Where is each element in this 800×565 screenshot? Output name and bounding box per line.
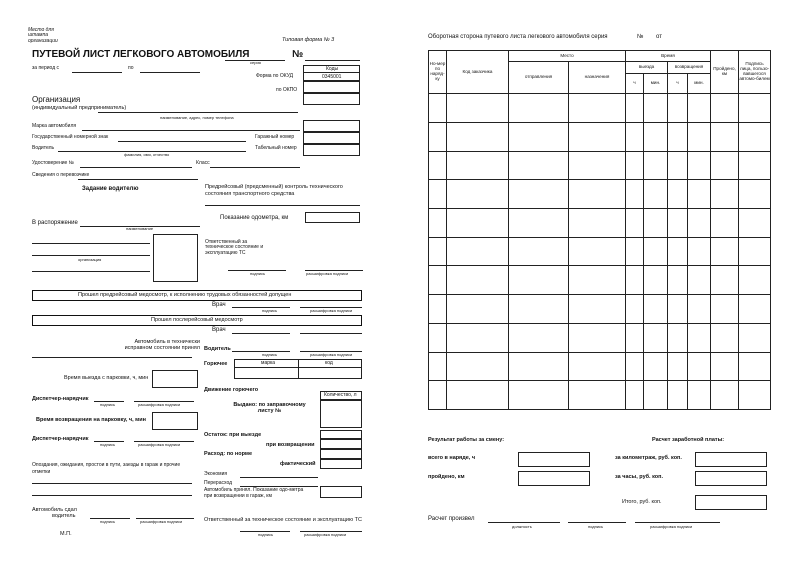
table-row [429,180,771,209]
table-cell[interactable] [739,151,771,180]
fuel-label: Горючее [204,361,228,367]
postmed-label: Прошел послерейсовый медосмотр [151,317,243,323]
table-cell[interactable] [447,323,509,352]
table-cell[interactable] [688,381,711,410]
table-cell[interactable] [711,122,739,151]
table-cell[interactable] [429,352,447,381]
responsible-bottom-label: Ответственный за техническое состояние и эксплуатацию ТС [204,517,362,523]
economy-label: Экономия [204,471,228,477]
table-cell[interactable] [739,94,771,123]
garage-number-box[interactable] [303,132,360,144]
trips-table [428,50,771,410]
photo-box [153,234,198,282]
dispatcher-label-2: Диспетчер-нарядчик [32,436,89,442]
table-row [429,94,771,123]
table-cell[interactable] [569,208,626,237]
table-cell[interactable] [668,295,688,324]
col-exit-header: выезда [626,62,668,73]
exit-time-box[interactable] [152,370,198,388]
table-cell[interactable] [569,122,626,151]
table-cell[interactable] [569,94,626,123]
table-cell[interactable] [644,94,668,123]
delays-line-2[interactable] [32,495,192,496]
issued-box[interactable] [320,400,362,428]
consumption-label: Расход: по норме [204,451,253,457]
table-cell[interactable] [509,352,569,381]
table-cell[interactable] [626,94,644,123]
table-cell[interactable] [711,151,739,180]
table-cell[interactable] [569,180,626,209]
position-line[interactable] [488,522,560,523]
table-cell[interactable] [688,266,711,295]
total-hours-box[interactable] [518,452,590,467]
table-cell[interactable] [626,323,644,352]
driver-accept-sign-hint: подпись [262,352,278,357]
table-cell[interactable] [739,208,771,237]
tab-number-label: Табельный номер [255,145,297,151]
table-cell[interactable] [569,266,626,295]
col-km-header: Пройдено, км [711,51,739,94]
table-row [429,122,771,151]
table-cell[interactable] [739,180,771,209]
fuel-brand-label: марка [261,360,276,366]
premed-label: Прошел предрейсовый медосмотр, к исполнению трудовых обязанностей допущен [78,292,292,298]
col-exit-min: мин. [644,73,668,94]
table-cell[interactable] [688,295,711,324]
org-label: Организация [32,95,81,104]
table-cell[interactable] [644,180,668,209]
table-cell[interactable] [688,151,711,180]
left-sep-line [32,357,192,358]
table-cell[interactable] [688,208,711,237]
dispatcher-decode-hint-1: расшифровка подписи [138,402,181,407]
table-cell[interactable] [429,323,447,352]
table-cell[interactable] [509,122,569,151]
number-label: № [292,49,304,60]
table-cell[interactable] [509,323,569,352]
table-cell[interactable] [509,237,569,266]
calc-decode-line[interactable] [635,522,720,523]
series-line[interactable] [225,60,285,61]
table-cell[interactable] [626,266,644,295]
responsible-decode-hint: расшифровка подписи [306,271,349,276]
table-cell[interactable] [429,208,447,237]
disposal-line-2[interactable] [32,243,150,244]
table-cell[interactable] [688,237,711,266]
table-cell[interactable] [688,352,711,381]
return-time-box[interactable] [152,412,198,430]
org-line-2[interactable] [32,255,150,256]
table-cell[interactable] [668,208,688,237]
table-cell[interactable] [447,208,509,237]
table-cell[interactable] [644,381,668,410]
mp-label: М.П. [60,531,72,537]
period-from-line[interactable] [72,72,122,73]
doctor-sign-line-2[interactable] [232,333,290,334]
table-cell[interactable] [509,94,569,123]
car-brand-line[interactable] [82,130,300,131]
table-cell[interactable] [569,151,626,180]
series-label: серия [250,60,261,65]
pay-title: Расчет заработной платы: [652,437,725,443]
car-handed-sign-hint: подпись [100,519,116,524]
km-driven-label: пройдено, км [428,474,465,480]
table-cell[interactable] [447,94,509,123]
table-cell[interactable] [569,352,626,381]
org-hint: наименование, адрес, номер телефона [160,115,234,120]
overrun-label: Перерасход [204,480,233,486]
calc-made-label: Расчет произвел [428,516,475,522]
dispatcher-decode-hint-2: расшифровка подписи [138,442,181,447]
tab-number-box[interactable] [303,144,360,156]
fuel-code-label: код [325,360,333,366]
car-handed-label-2: водитель [52,513,76,519]
okud-label: Форма по ОКУД [256,73,294,79]
table-cell[interactable] [447,122,509,151]
table-cell[interactable] [739,352,771,381]
table-cell[interactable] [509,266,569,295]
responsible-bottom-decode-hint: расшифровка подписи [304,532,347,537]
result-title: Результат работы за смену: [428,437,505,443]
table-cell[interactable] [739,122,771,151]
organization-hint: организация [78,257,102,262]
actual-label: фактический [280,461,316,467]
table-cell[interactable] [626,352,644,381]
table-cell[interactable] [447,266,509,295]
odometer-label: Показание одометра, км [220,215,289,221]
col-customer-header: Код заказчика [447,51,509,94]
license-class-label: Класс [196,160,210,166]
postmed-box [32,315,362,326]
responsible-sign-hint: подпись [250,271,266,276]
remaining-return-box[interactable] [320,439,362,449]
task-title: Задание водителю [82,186,139,192]
table-cell[interactable] [711,208,739,237]
table-row [429,352,771,381]
table-cell[interactable] [626,295,644,324]
table-cell[interactable] [509,208,569,237]
table-cell[interactable] [569,323,626,352]
col-time-header: Время [626,51,711,62]
table-cell[interactable] [644,122,668,151]
period-from-label: за период с [32,65,60,71]
garage-number-label: Гаражный номер [255,134,295,140]
per-hours-box[interactable] [695,471,767,486]
driver-hint: фамилия, имя, отчество [124,152,170,157]
table-cell[interactable] [626,180,644,209]
table-cell[interactable] [739,295,771,324]
economy-line[interactable] [240,477,318,478]
table-row [429,151,771,180]
car-handed-label-1: Автомобиль сдал [32,507,77,513]
total-pay-box[interactable] [695,495,767,510]
table-cell[interactable] [447,237,509,266]
table-row [429,266,771,295]
table-row [429,208,771,237]
odometer-box[interactable] [305,212,360,223]
dispatcher-label-1: Диспетчер-нарядчик [32,396,89,402]
position-hint: должность [512,524,532,529]
fuel-box[interactable] [234,359,362,379]
table-cell[interactable] [447,381,509,410]
reg-number-label: Государственный номерной знак [32,134,109,140]
doctor-label-1: Врач [212,302,226,308]
doctor-sign-line-1[interactable] [232,307,290,308]
table-cell[interactable] [429,381,447,410]
premed-box [32,290,362,301]
form-title: ПУТЕВОЙ ЛИСТ ЛЕГКОВОГО АВТОМОБИЛЯ [32,49,250,60]
table-cell[interactable] [668,352,688,381]
table-cell[interactable] [711,180,739,209]
table-cell[interactable] [429,295,447,324]
back-title: Оборотная сторона путевого листа легкового автомобиля серия [428,34,608,40]
car-brand-box[interactable] [303,120,360,132]
actual-box[interactable] [320,459,362,469]
license-label: Удостоверение № [32,160,75,166]
table-cell[interactable] [429,266,447,295]
table-cell[interactable] [429,122,447,151]
doctor-label-2: Врач [212,327,226,333]
table-cell[interactable] [711,352,739,381]
codes-header: Коды [326,66,339,72]
exit-time-label: Время выезда с парковки, ч, мин [64,375,149,381]
table-cell[interactable] [668,323,688,352]
driver-accept-decode-hint: расшифровка подписи [310,352,353,357]
table-cell[interactable] [739,323,771,352]
table-cell[interactable] [711,266,739,295]
dispatcher-sign-hint-1: подпись [100,402,116,407]
carrier-info-label: Сведения о перевозчике [32,172,90,178]
form-number: Типовая форма № 3 [282,37,335,43]
table-cell[interactable] [429,180,447,209]
table-cell[interactable] [626,208,644,237]
table-cell[interactable] [626,151,644,180]
license-line[interactable] [80,167,192,168]
okud-box [303,72,360,81]
car-returned-box[interactable] [320,486,362,498]
driver-accept-sign-line[interactable] [232,351,290,352]
car-returned-label: Автомобиль принял. Показание одо-метра при возвращении в гараж, км [204,487,304,499]
table-cell[interactable] [668,381,688,410]
table-cell[interactable] [688,323,711,352]
table-cell[interactable] [509,180,569,209]
table-cell[interactable] [569,381,626,410]
table-cell[interactable] [688,180,711,209]
responsible-tech-label: Ответственный за техническое состояние и эксплуатацию ТС [205,239,264,256]
pretrip-control-line[interactable] [205,205,360,206]
table-cell[interactable] [668,122,688,151]
number-line[interactable] [305,60,360,61]
period-to-line[interactable] [140,72,200,73]
responsible-bottom-sign-hint: подпись [258,532,274,537]
table-cell[interactable] [644,151,668,180]
doctor-decode-line-2[interactable] [300,333,362,334]
pretrip-control-label: Предрейсовый (предсменный) контроль технического состояния транспортного средства [205,184,343,197]
calc-sign-hint: подпись [588,524,604,529]
table-cell[interactable] [711,295,739,324]
remaining-exit-box[interactable] [320,430,362,439]
table-cell[interactable] [429,94,447,123]
col-departure-header: отправления [509,62,569,94]
table-cell[interactable] [739,381,771,410]
table-cell[interactable] [711,237,739,266]
table-row [429,323,771,352]
table-cell[interactable] [688,122,711,151]
table-cell[interactable] [626,237,644,266]
disposal-label: В распоряжение [32,220,78,226]
org-line-3[interactable] [32,271,150,272]
fuel-movement-label: Движение горючего [204,387,259,393]
col-number-header: Но-мер по наряд-ку [429,51,447,94]
table-cell[interactable] [739,266,771,295]
remaining-exit-label: Остаток: при выезде [204,432,262,438]
col-sign-header: Подпись лица, пользо-вавшегося автомо-билем [739,51,771,94]
table-cell[interactable] [447,151,509,180]
table-cell[interactable] [429,151,447,180]
table-cell[interactable] [626,381,644,410]
car-handed-decode-hint: расшифровка подписи [140,519,183,524]
consumption-box[interactable] [320,449,362,459]
table-cell[interactable] [447,352,509,381]
table-cell[interactable] [644,352,668,381]
table-cell[interactable] [644,208,668,237]
calc-sign-line[interactable] [568,522,626,523]
disposal-hint: наименование [126,226,154,231]
table-cell[interactable] [644,237,668,266]
okud-extra-box[interactable] [303,81,360,93]
per-km-label: за километраж, руб. коп. [615,455,682,461]
calc-decode-hint: расшифровка подписи [650,524,693,529]
table-cell[interactable] [447,180,509,209]
table-cell[interactable] [739,237,771,266]
carrier-info-line[interactable] [78,179,198,180]
col-return-min: мин. [688,73,711,94]
org-sub-label: (индивидуальный предприниматель) [32,105,127,111]
quantity-header: Количество, л [324,392,357,398]
delays-label: Опоздания, ожидания, простои в пути, заезды в гараж и прочие отметки [32,462,181,475]
per-hours-label: за часы, руб. коп. [615,474,664,480]
stamp-place: Место для штампа организации [28,27,58,44]
total-hours-label: всего в наряде, ч [428,455,476,461]
period-to-label: по [128,65,134,71]
table-cell[interactable] [644,323,668,352]
col-destination-header: назначения [569,62,626,94]
km-driven-box[interactable] [518,471,590,486]
table-row [429,295,771,324]
table-cell[interactable] [569,237,626,266]
issued-label: Выдано: по заправочному листу № [233,402,306,415]
col-exit-h: ч [626,73,644,94]
table-cell[interactable] [644,295,668,324]
table-cell[interactable] [509,295,569,324]
back-from-label: от [656,34,662,40]
col-return-h: ч [668,73,688,94]
col-return-header: возвращения [668,62,711,73]
okud-value: 0345001 [322,74,342,80]
org-line[interactable] [98,112,298,113]
back-number-label: № [637,34,644,40]
table-cell[interactable] [569,295,626,324]
driver-accept-label: Водитель [204,346,231,352]
table-cell[interactable] [429,237,447,266]
table-cell[interactable] [711,94,739,123]
table-cell[interactable] [626,122,644,151]
table-cell[interactable] [688,94,711,123]
doctor-sign-hint-1: подпись [262,308,278,313]
return-time-label: Время возвращения на парковку, ч, мин [36,417,146,423]
remaining-return-label: при возвращении [266,442,315,448]
table-cell[interactable] [668,180,688,209]
car-accepted-label: Автомобиль в технически исправном состоянии принял [124,339,200,352]
col-place-header: Место [509,51,626,62]
per-km-box[interactable] [695,452,767,467]
doctor-decode-hint-1: расшифровка подписи [310,308,353,313]
table-cell[interactable] [668,237,688,266]
license-class-line[interactable] [210,167,300,168]
table-cell[interactable] [668,94,688,123]
table-row [429,381,771,410]
table-cell[interactable] [509,151,569,180]
table-cell[interactable] [509,381,569,410]
total-pay-label: Итого, руб. коп. [622,499,662,505]
okpo-box[interactable] [303,93,360,105]
dispatcher-sign-hint-2: подпись [100,442,116,447]
table-cell[interactable] [711,381,739,410]
quantity-header-box [320,391,362,400]
okpo-label: по ОКПО [276,87,298,93]
table-cell[interactable] [447,295,509,324]
table-cell[interactable] [644,266,668,295]
reg-number-line[interactable] [118,141,246,142]
table-cell[interactable] [711,323,739,352]
delays-line-1[interactable] [32,483,192,484]
table-cell[interactable] [668,266,688,295]
table-cell[interactable] [668,151,688,180]
car-brand-label: Марка автомобиля [32,123,77,129]
driver-label: Водитель [32,145,55,151]
table-row [429,237,771,266]
